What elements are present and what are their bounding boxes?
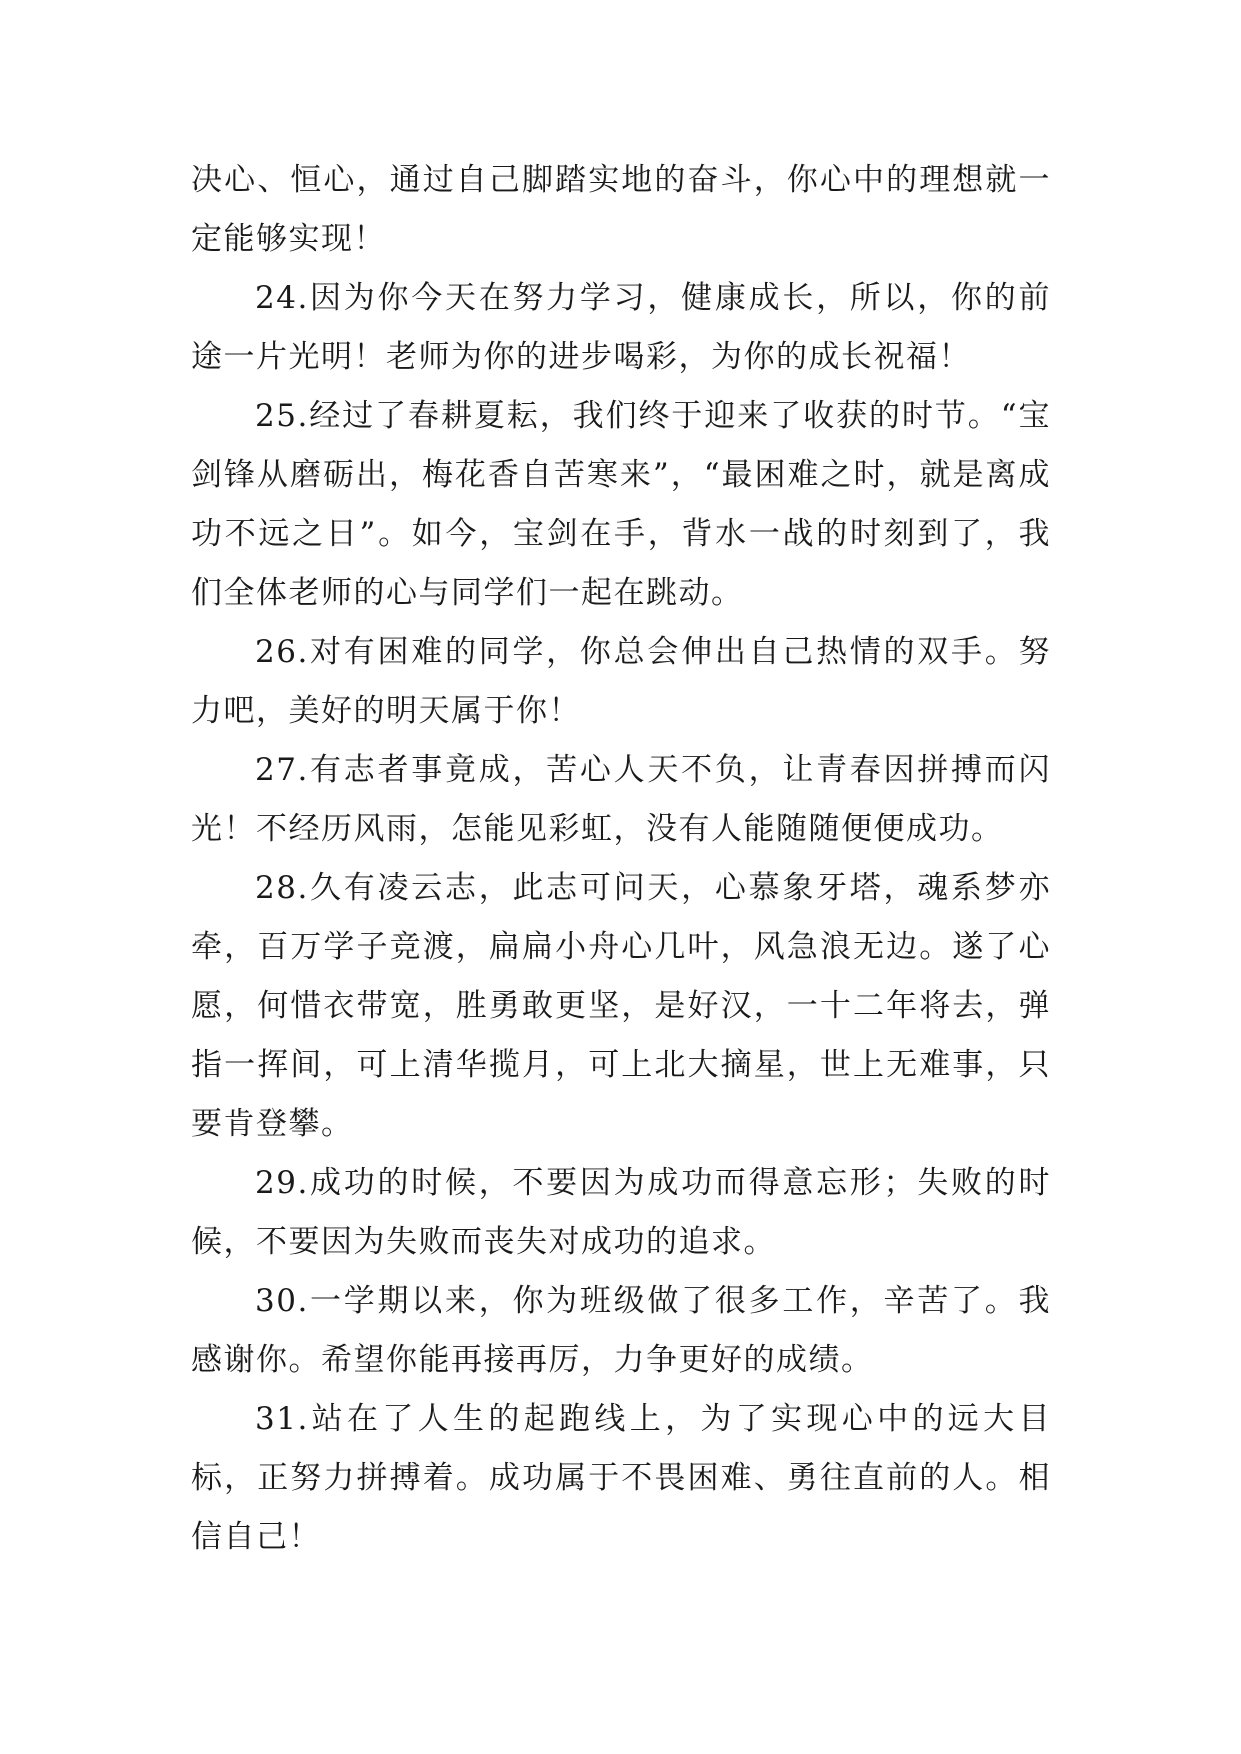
paragraph-continuation: 决心、恒心，通过自己脚踏实地的奋斗，你心中的理想就一定能够实现！ bbox=[191, 162, 1051, 257]
paragraph-item-27: 27.有志者事竟成，苦心人天不负，让青春因拼搏而闪光！不经历风雨，怎能见彩虹，没有人能随随便便成功。 bbox=[191, 752, 1051, 847]
paragraph-item-30: 30.一学期以来，你为班级做了很多工作，辛苦了。我感谢你。希望你能再接再厉，力争更好的成绩。 bbox=[191, 1283, 1051, 1378]
paragraph-item-29: 29.成功的时候，不要因为成功而得意忘形；失败的时候，不要因为失败而丧失对成功的追求。 bbox=[191, 1165, 1051, 1260]
document-body bbox=[191, 151, 1051, 1567]
paragraph-item-31: 31.站在了人生的起跑线上，为了实现心中的远大目标，正努力拼搏着。成功属于不畏困难、勇往直前的人。相信自己！ bbox=[191, 1401, 1051, 1555]
paragraph-item-28: 28.久有凌云志，此志可问天，心慕象牙塔，魂系梦亦牵，百万学子竞渡，扁扁小舟心几叶，风急浪无边。遂了心愿，何惜衣带宽，胜勇敢更坚，是好汉，一十二年将去，弹指一挥间，可上清华揽月，可上北大摘星，世上无难事，只要肯登攀。 bbox=[191, 870, 1051, 1142]
paragraph-item-24: 24.因为你今天在努力学习，健康成长，所以，你的前途一片光明！老师为你的进步喝彩，为你的成长祝福！ bbox=[191, 280, 1051, 375]
paragraph-item-26: 26.对有困难的同学，你总会伸出自己热情的双手。努力吧，美好的明天属于你！ bbox=[191, 634, 1051, 729]
paragraph-item-25: 25.经过了春耕夏耘，我们终于迎来了收获的时节。“宝剑锋从磨砺出，梅花香自苦寒来”，“最困难之时，就是离成功不远之日”。如今，宝剑在手，背水一战的时刻到了，我们全体老师的心与同学们一起在跳动。 bbox=[191, 398, 1051, 611]
